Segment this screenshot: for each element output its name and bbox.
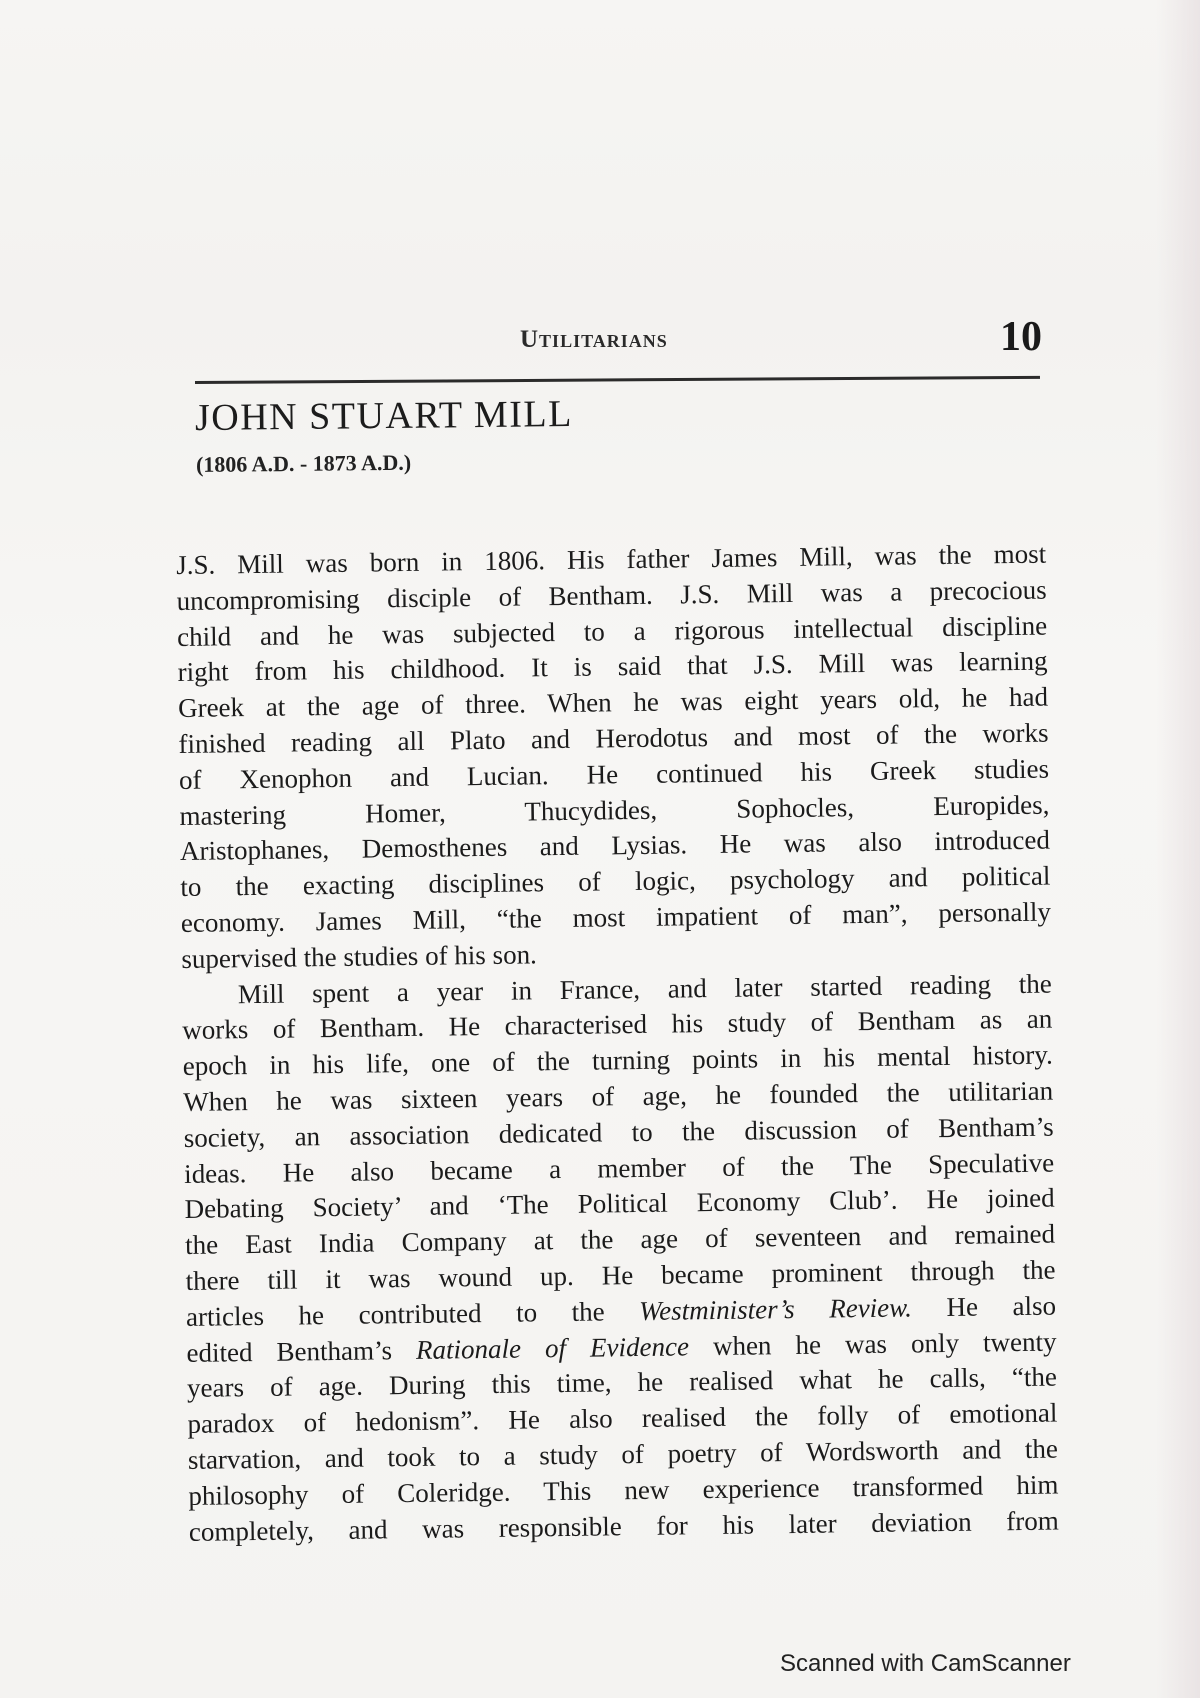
scanner-watermark: Scanned with CamScanner bbox=[780, 1650, 1071, 1677]
text-line: supervised the studies of his son. bbox=[181, 939, 538, 974]
show-through-text bbox=[170, 40, 1070, 300]
text-line: starvation, and took to a study of poetry of Wordsworth and the bbox=[187, 1433, 1059, 1475]
text-line: economy. James Mill, “the most impatient of man”, personally bbox=[180, 896, 1052, 938]
italic-title: Rationale of Evidence bbox=[415, 1330, 690, 1365]
chapter-dates: (1806 A.D. - 1873 A.D.) bbox=[195, 449, 412, 477]
text-line: ideas. He also became a member of the The Speculative bbox=[183, 1147, 1055, 1189]
text-line: philosophy of Coleridge. This new experience transformed him bbox=[188, 1469, 1059, 1511]
text-segment: when he was only twenty bbox=[688, 1326, 1057, 1361]
header-rule bbox=[195, 376, 1040, 384]
text-line: works of Bentham. He characterised his study of Bentham as an bbox=[182, 1003, 1053, 1046]
text-line: completely, and was responsible for his later deviation from bbox=[188, 1505, 1059, 1547]
text-line: of Xenophon and Lucian. He continued his Greek studies bbox=[178, 753, 1050, 795]
text-line: Aristophanes, Demosthenes and Lysias. He was also introduced bbox=[179, 824, 1051, 867]
text-line: child and he was subjected to a rigorous intellectual discipline bbox=[176, 610, 1048, 652]
body-text bbox=[176, 537, 1059, 1551]
text-line: When he was sixteen years of age, he founded the utilitarian bbox=[183, 1075, 1054, 1117]
text-line: right from his childhood. It is said that J.S. Mill was learning bbox=[177, 645, 1048, 688]
text-line: there till it was wound up. He became prominent through the bbox=[185, 1254, 1056, 1296]
text-line: mastering Homer, Thucydides, Sophocles, Europides, bbox=[179, 789, 1050, 831]
text-segment: He also bbox=[911, 1290, 1057, 1323]
text-line: uncompromising disciple of Bentham. J.S. Mill was a precocious bbox=[176, 574, 1047, 616]
text-line: society, an association dedicated to the discussion of Bentham’s bbox=[183, 1111, 1054, 1153]
text-line: finished reading all Plato and Herodotus and most of the works bbox=[178, 717, 1049, 759]
text-line: paradox of hedonism”. He also realised the folly of emotional bbox=[187, 1397, 1058, 1440]
text-line: epoch in his life, one of the turning points in his mental history. bbox=[182, 1039, 1053, 1082]
text-line: J.S. Mill was born in 1806. His father James Mill, was the most bbox=[176, 538, 1047, 580]
text-line: Mill spent a year in France, and later started reading the bbox=[237, 968, 1052, 1009]
italic-title: Westminister’s Review. bbox=[638, 1292, 913, 1326]
text-segment: edited Bentham’s bbox=[186, 1334, 417, 1368]
running-head: Utilitarians bbox=[520, 326, 668, 353]
text-line: Greek at the age of three. When he was eight years old, he had bbox=[177, 681, 1049, 724]
text-segment: articles he contributed to the bbox=[185, 1295, 640, 1332]
chapter-title: JOHN STUART MILL bbox=[194, 393, 574, 439]
text-line: years of age. During this time, he realised what he calls, “the bbox=[186, 1361, 1058, 1404]
text-line: the East India Company at the age of seventeen and remained bbox=[184, 1218, 1056, 1261]
page-number: 10 bbox=[1000, 314, 1042, 360]
text-line: Debating Society’ and ‘The Political Economy Club’. He joined bbox=[184, 1182, 1055, 1225]
text-line: to the exacting disciplines of logic, psychology and political bbox=[180, 860, 1051, 903]
